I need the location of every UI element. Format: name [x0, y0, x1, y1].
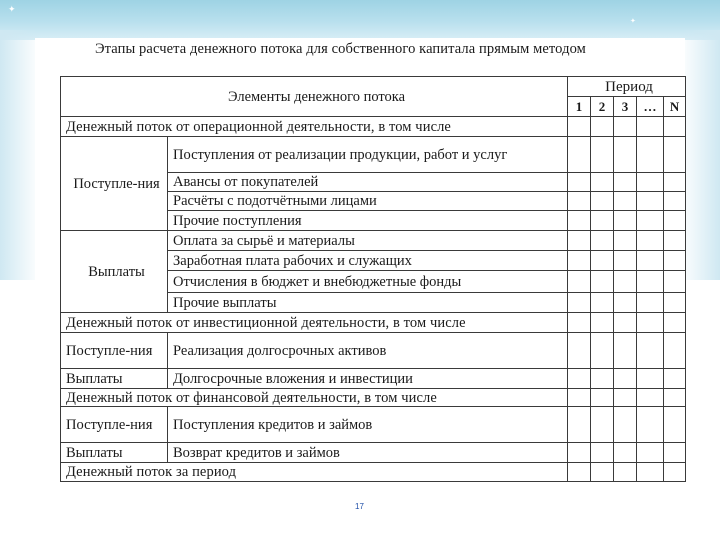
group-label-receipts: Поступле-ния — [61, 137, 168, 231]
period-col-1: 1 — [568, 97, 591, 117]
decorative-left-glow — [0, 30, 40, 280]
table-row-item: Поступления кредитов и займов — [168, 407, 568, 443]
header-elements: Элементы денежного потока — [61, 77, 568, 117]
period-col-ellipsis: … — [637, 97, 664, 117]
section-heading-investing: Денежный поток от инвестиционной деятельности, в том числе — [61, 313, 568, 333]
period-col-2: 2 — [591, 97, 614, 117]
table-row-item: Оплата за сырьё и материалы — [168, 231, 568, 251]
table-row-item: Возврат кредитов и займов — [168, 443, 568, 463]
table-row-item: Долгосрочные вложения и инвестиции — [168, 369, 568, 389]
table-row-item: Поступления от реализации продукции, работ и услуг — [168, 137, 568, 173]
table-row-item: Расчёты с подотчётными лицами — [168, 192, 568, 211]
group-label-receipts: Поступле-ния — [61, 407, 168, 443]
section-heading-operating: Денежный поток от операционной деятельности, в том числе — [61, 117, 568, 137]
sparkle-icon: ✦ — [630, 17, 636, 25]
group-label-payments: Выплаты — [61, 369, 168, 389]
group-label-payments: Выплаты — [61, 443, 168, 463]
section-heading-financing: Денежный поток от финансовой деятельности, в том числе — [61, 389, 568, 407]
decorative-top-band — [0, 0, 720, 40]
table-row-item: Прочие выплаты — [168, 293, 568, 313]
period-col-3: 3 — [614, 97, 637, 117]
document-title: Этапы расчета денежного потока для собственного капитала прямым методом — [95, 41, 586, 57]
group-label-receipts: Поступле-ния — [61, 333, 168, 369]
period-col-n: N — [664, 97, 686, 117]
table-row-item: Авансы от покупателей — [168, 173, 568, 192]
group-label-payments: Выплаты — [61, 231, 168, 313]
table-row-item: Прочие поступления — [168, 211, 568, 231]
sparkle-icon: ✦ — [8, 5, 16, 15]
total-row: Денежный поток за период — [61, 463, 568, 482]
table-row-item: Отчисления в бюджет и внебюджетные фонды — [168, 271, 568, 293]
table-row-item: Реализация долгосрочных активов — [168, 333, 568, 369]
cash-flow-table — [60, 76, 686, 482]
page-number: 17 — [355, 502, 364, 511]
header-period: Период — [568, 77, 686, 97]
table-row-item: Заработная плата рабочих и служащих — [168, 251, 568, 271]
